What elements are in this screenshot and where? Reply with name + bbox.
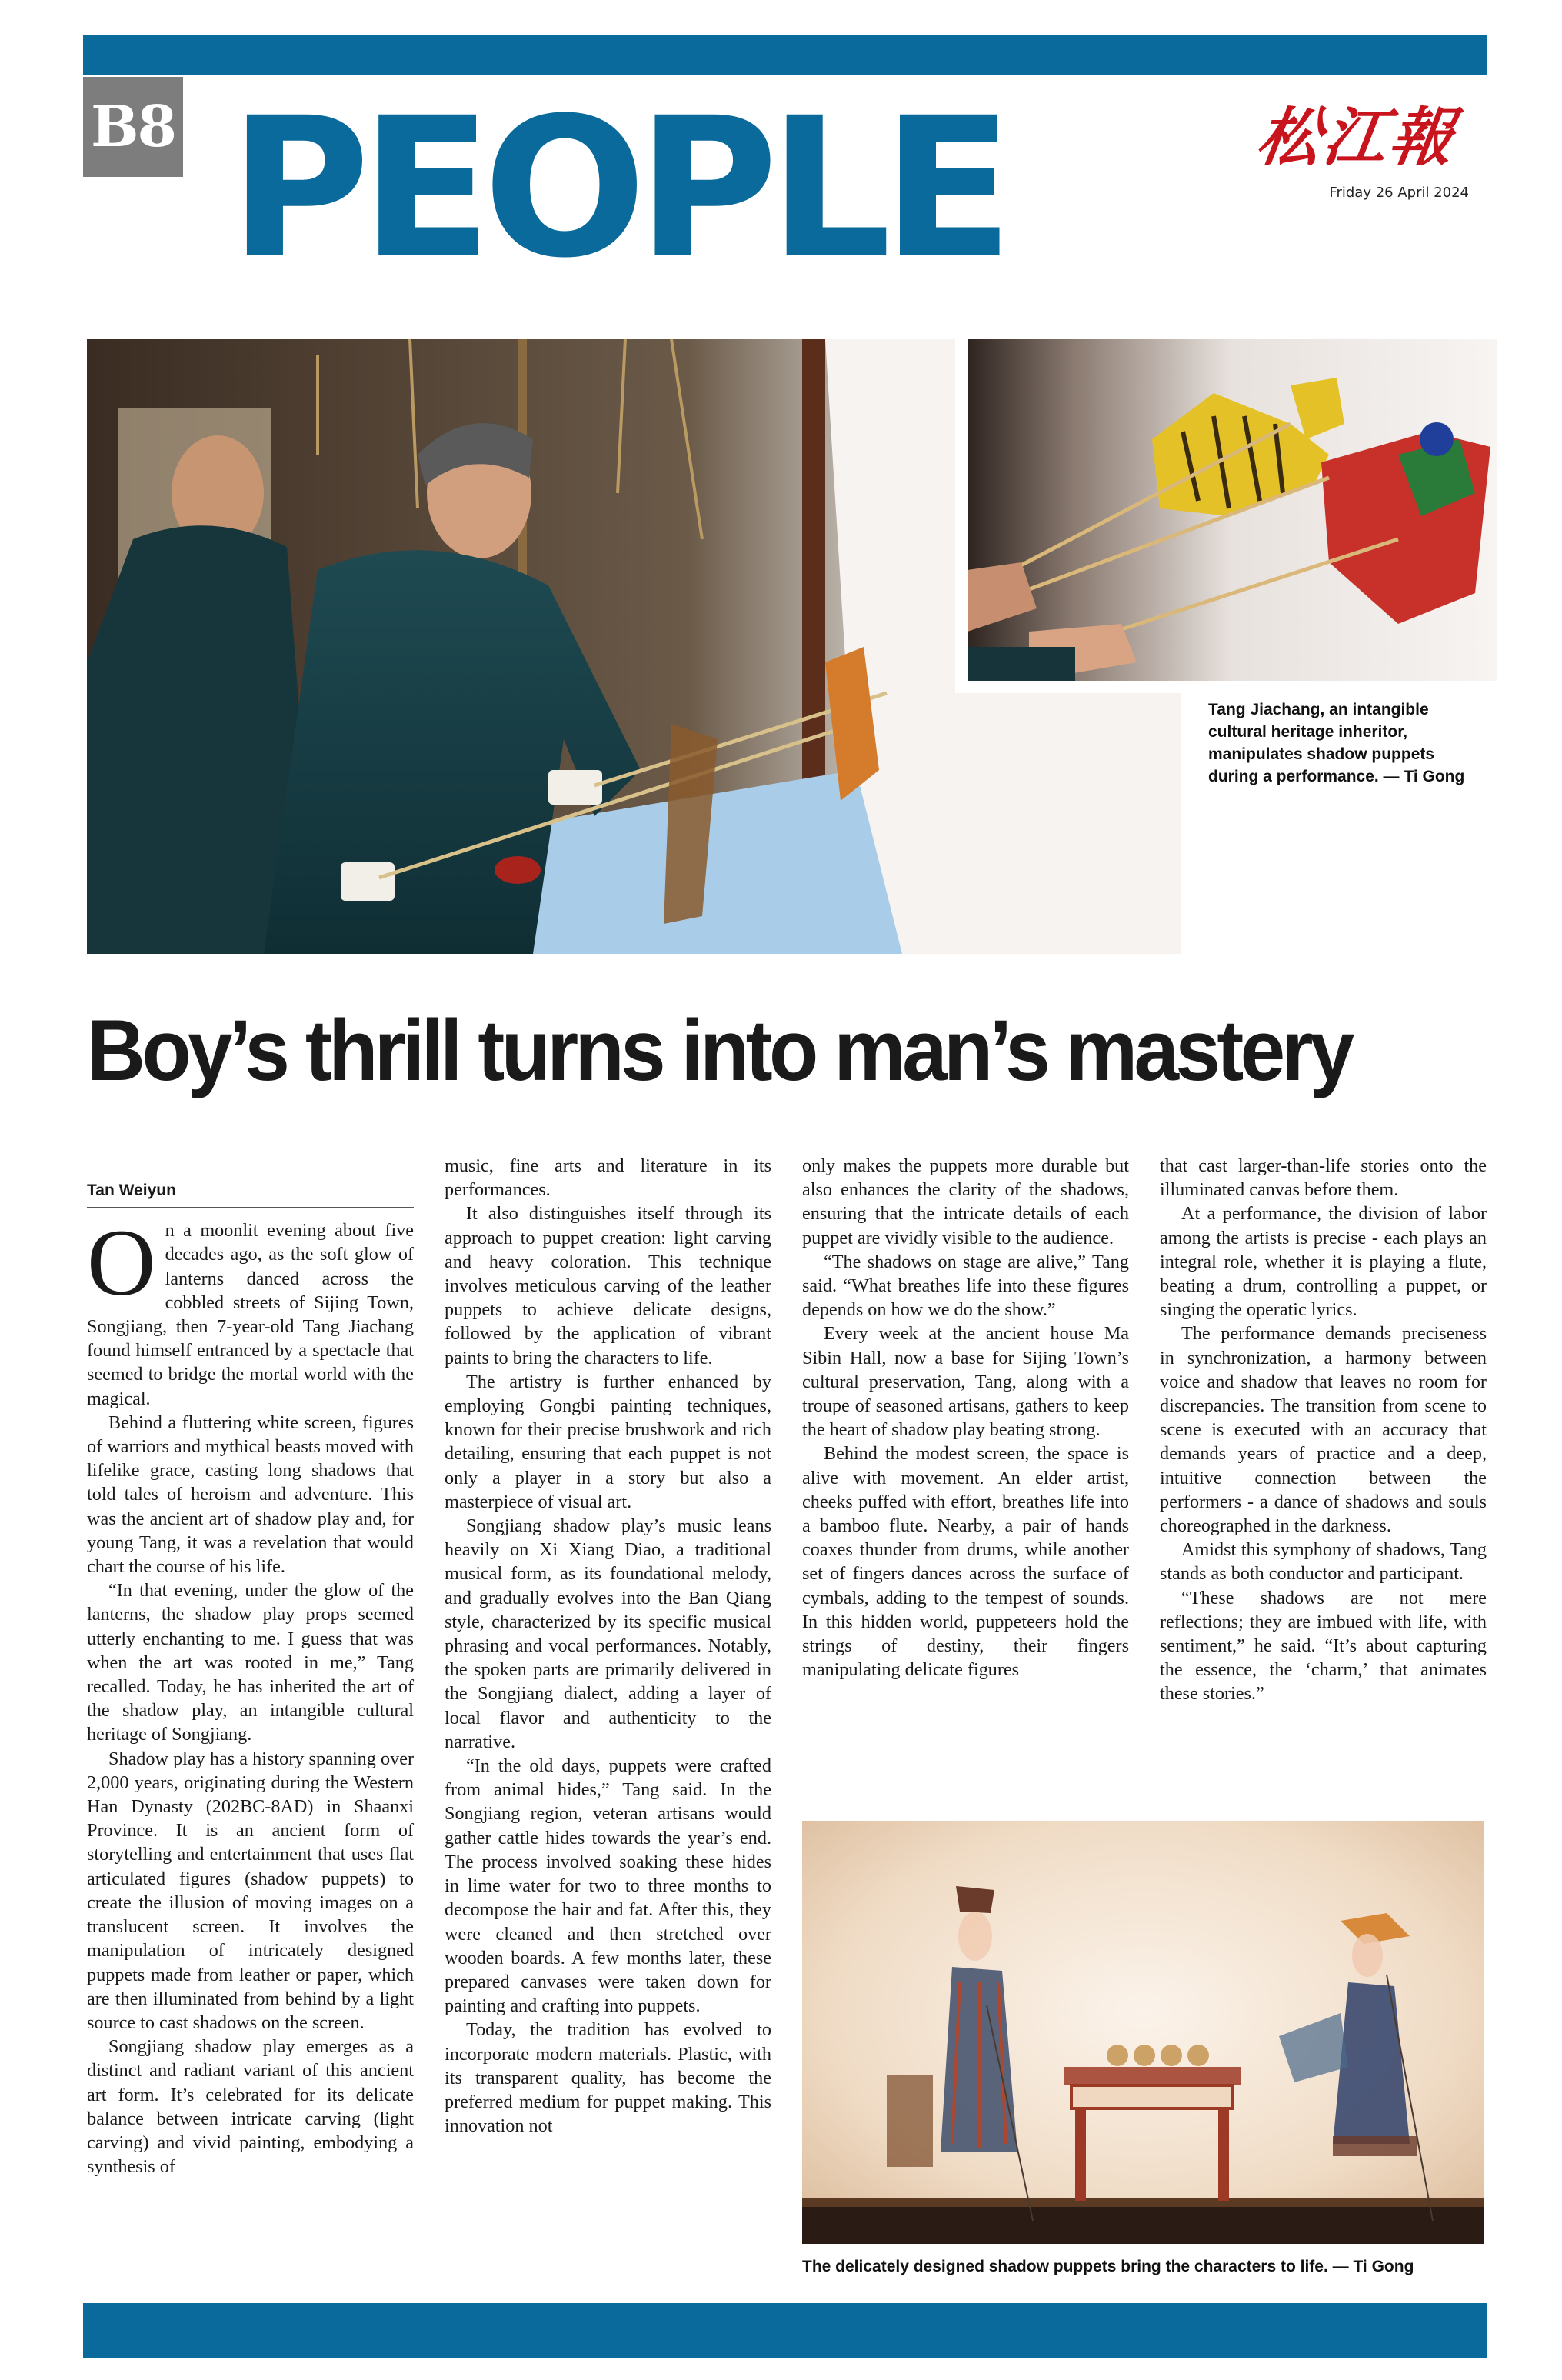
article-paragraph: It also distinguishes itself through its approach to puppet creation: light carving and heavy coloration. This technique involves meticulous carving of the leather puppets to achieve delicate designs, followed by the application of vibrant paints to bring the characters to life. [445, 1203, 771, 1368]
article-paragraph: Amidst this symphony of shadows, Tang stands as both conductor and participant. [1160, 1539, 1487, 1585]
caption-puppets-photo: The delicately designed shadow puppets bring the characters to life. — Ti Gong [802, 2258, 1414, 2275]
article-paragraph: At a performance, the division of labor among the artists is precise - each plays an integral role, whether it is playing a flute, beating a drum, controlling a puppet, or singing the operatic lyrics. [1160, 1203, 1487, 1321]
article-paragraph: that cast larger-than-life stories onto the illuminated canvas before them. [1160, 1155, 1487, 1201]
article-column-1 [87, 1178, 414, 2178]
article-paragraph: Behind the modest screen, the space is alive with movement. An elder artist, cheeks puffed with effort, breathes life into a bamboo flute. Nearby, a pair of hands coaxes thunder from drums, while another set of fingers dances across the surface of cymbals, adding to the tempest of sounds. In this hidden world, puppeteers hold the strings of destiny, their fingers manipulating delicate figures [802, 1443, 1129, 1681]
article-paragraph: “In the old days, puppets were crafted from animal hides,” Tang said. In the Songjiang region, veteran artisans would gather cattle hides towards the year’s end. The process involved soaking these hides in lime water for two to three months to decompose the hair and fat. After this, they were cleaned and then stretched over wooden boards. A few months later, these prepared canvases were taken down for painting and crafting into puppets. [445, 1755, 771, 2017]
top-color-bar [83, 35, 1487, 75]
article-column-2 [445, 1154, 771, 2138]
article-paragraph: Songjiang shadow play’s music leans heavily on Xi Xiang Diao, a traditional musical form, as its foundational melody, and gradually evolves into the Ban Qiang style, characterized by its specific musical phrasing and vocal performances. Notably, the spoken parts are primarily delivered in the Songjiang dialect, adding a layer of local flavor and authenticity to the narrative. [445, 1515, 771, 1752]
publication-date: Friday 26 April 2024 [1329, 185, 1469, 201]
article-headline: Boy’s thrill turns into man’s mastery [87, 1002, 1351, 1098]
article-column-4 [1160, 1154, 1487, 1706]
article-paragraph: The artistry is further enhanced by employing Gongbi painting techniques, known for their precise brushwork and rich detailing, ensuring that each puppet is not only a player in a story but also a masterpiece of visual art. [445, 1371, 771, 1512]
drop-cap: O [87, 1210, 156, 1316]
article-paragraph: Shadow play has a history spanning over 2,000 years, originating during the Western Han Dynasty (202BC-8AD) in Shaanxi Province. It is an ancient form of storytelling and entertainment that uses flat articulated figures (shadow puppets) to create the illusion of moving images on a translucent screen. It involves the manipulation of intricately designed puppets made from leather or paper, which are then illuminated from behind by a light source to cast shadows on the screen. [87, 1748, 414, 2033]
photo-shadow-puppets-stage [802, 1821, 1484, 2244]
article-paragraph: On a moonlit evening about five decades ago, as the soft glow of lanterns danced across the cobbled streets of Sijing Town, Songjiang, then 7-year-old Tang Jiachang found himself entranced by a spectacle that seemed to bridge the mortal world with the magical. [87, 1210, 414, 1409]
caption-performer-photo: Tang Jiachang, an intangible cultural heritage inheritor, manipulates shadow puppets during a performance. — Ti Gong [1208, 701, 1465, 785]
article-paragraph: Songjiang shadow play emerges as a distinct and radiant variant of this ancient art form. It’s celebrated for its delicate balance between intricate carving (light carving) and vivid painting, embodying a synthesis of [87, 2036, 414, 2178]
newspaper-masthead-logo: 松江報 [1252, 100, 1461, 175]
article-paragraph: music, fine arts and literature in its performances. [445, 1155, 771, 1201]
photo-tiger-puppet [955, 339, 1497, 693]
article-byline: Tan Weiyun [87, 1178, 414, 1208]
article-paragraph: Today, the tradition has evolved to incorporate modern materials. Plastic, with its transparent quality, has become the preferred medium for puppet making. This innovation not [445, 2019, 771, 2137]
bottom-color-bar [83, 2303, 1487, 2358]
article-paragraph: “The shadows on stage are alive,” Tang said. “What breathes life into these figures depends on how we do the show.” [802, 1251, 1129, 1321]
article-column-3 [802, 1154, 1129, 1682]
article-paragraph: only makes the puppets more durable but also enhances the clarity of the shadows, ensuring that the intricate details of each puppet are vividly visible to the audience. [802, 1155, 1129, 1248]
article-paragraph: “These shadows are not mere reflections; they are imbued with life, with sentiment,” he said. “It’s about capturing the essence, the ‘charm,’ that animates these stories.” [1160, 1587, 1487, 1705]
page-number-badge: B8 [83, 77, 183, 177]
article-paragraph: Behind a fluttering white screen, figures of warriors and mythical beasts moved with lifelike grace, casting long shadows that told tales of heroism and adventure. This was the ancient art of shadow play and, for young Tang, it was a revelation that would chart the course of his life. [87, 1412, 414, 1578]
article-paragraph: Every week at the ancient house Ma Sibin Hall, now a base for Sijing Town’s cultural preservation, Tang, along with a troupe of seasoned artisans, gathers to keep the heart of shadow play beating strong. [802, 1323, 1129, 1441]
article-paragraph: “In that evening, under the glow of the lanterns, the shadow play props seemed utterly enchanting to me. I guess that was when the art was rooted in me,” Tang recalled. Today, he has inherited the art of the shadow play, an intangible cultural heritage of Songjiang. [87, 1580, 414, 1745]
section-title: PEOPLE [229, 76, 1004, 300]
article-paragraph: The performance demands preciseness in synchronization, a harmony between voice and shadow that leaves no room for discrepancies. The transition from scene to scene is executed with an accuracy that demands years of practice and a deep, intuitive connection between the performers - a dance of shadows and souls choreographed in the darkness. [1160, 1323, 1487, 1537]
